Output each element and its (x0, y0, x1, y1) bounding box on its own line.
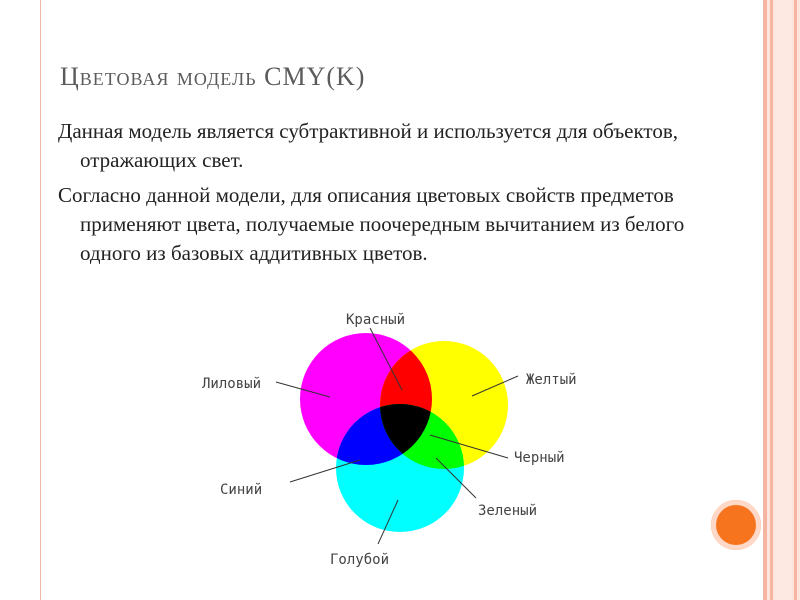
stripes-inner (774, 0, 792, 600)
label-red: Красный (346, 312, 406, 328)
slide-title: Цветовая модель CMY(K) (60, 62, 366, 91)
label-cyan: Голубой (330, 552, 390, 568)
label-yellow: Желтый (526, 372, 577, 388)
decorative-stripes (764, 0, 800, 600)
slide-body (58, 117, 738, 274)
label-blue: Синий (220, 482, 263, 498)
label-black: Черный (514, 450, 565, 466)
label-green: Зеленый (478, 503, 538, 519)
paragraph-1: Данная модель является субтрактивной и используется для объектов, отражающих свет. (58, 119, 678, 172)
paragraph-2: Согласно данной модели, для описания цветовых свойств предметов применяют цвета, получаемые поочередным вычитанием из белого одного из базовых аддитивных цветов. (58, 183, 685, 265)
label-magenta: Лиловый (202, 376, 262, 392)
decorative-orange-circle (711, 500, 761, 550)
cmy-venn-diagram (180, 300, 600, 585)
